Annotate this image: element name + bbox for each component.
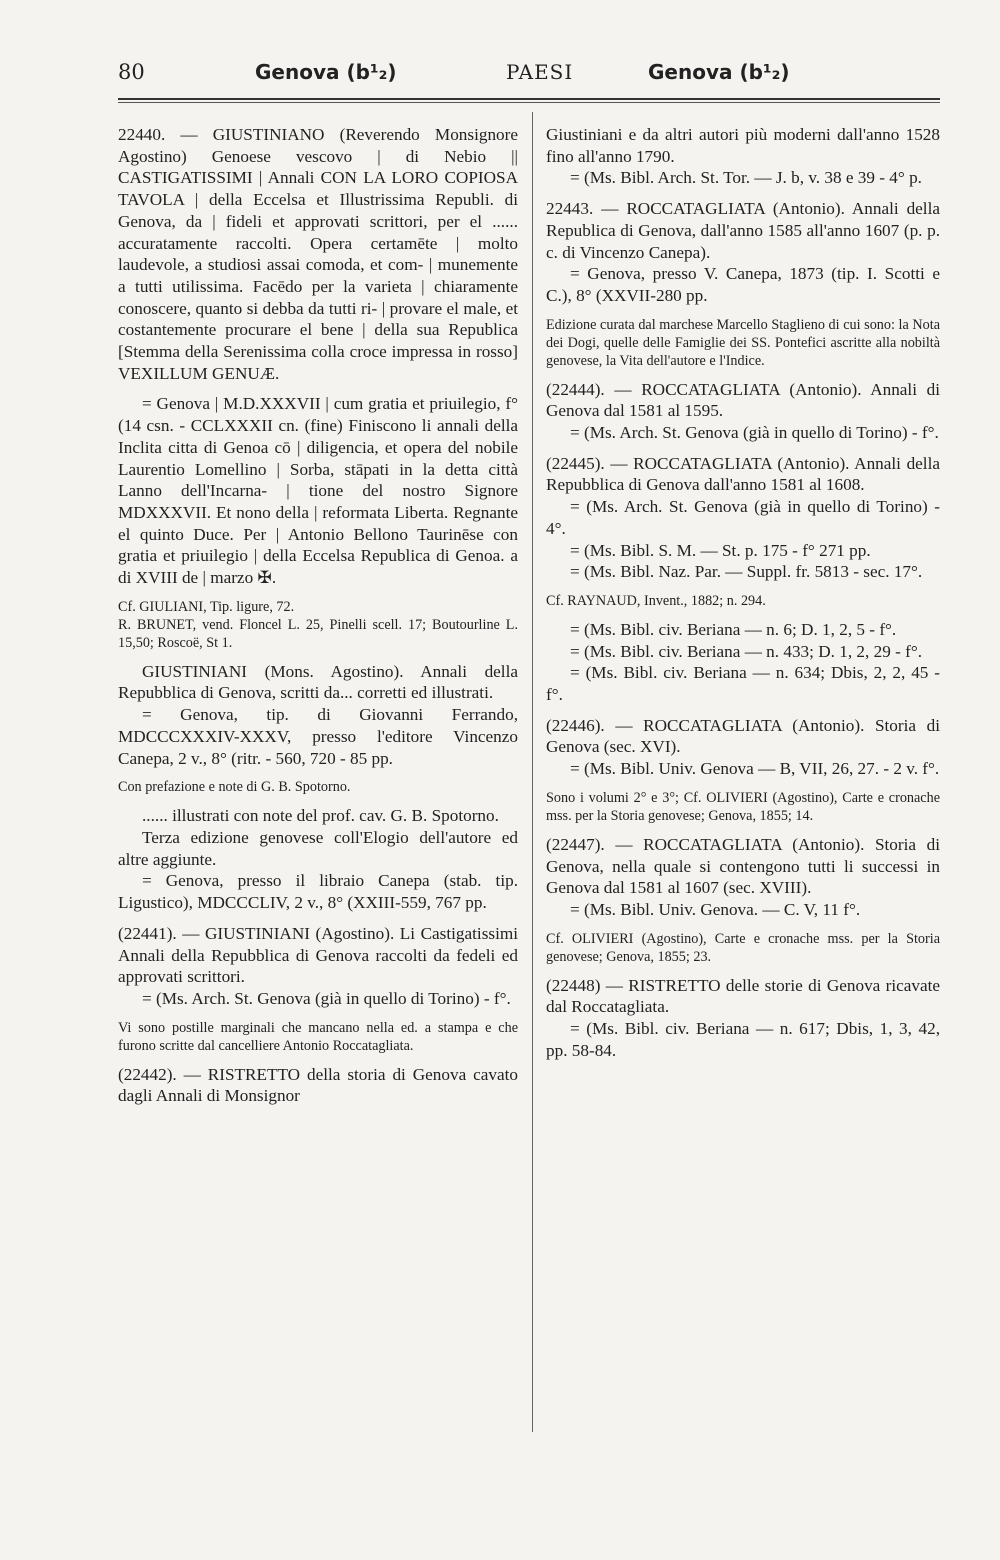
entry-paragraph: = Genova, presso il libraio Canepa (stab. tip. Ligustico), MDCCCLIV, 2 v., 8° (XXIII-559, 767 pp. <box>118 871 518 913</box>
entry-paragraph: Con prefazione e note di G. B. Spotorno. <box>118 779 351 796</box>
page-number: 80 <box>118 60 145 84</box>
entry-paragraph: (22448) — RISTRETTO delle storie di Genova ricavate dal Roccatagliata. <box>546 975 940 1017</box>
entry-paragraph: (22442). — RISTRETTO della storia di Genova cavato dagli Annali di Monsignor <box>118 1064 518 1106</box>
entry-paragraph: Cf. GIULIANI, Tip. ligure, 72. <box>118 598 295 615</box>
left-column <box>118 124 518 1116</box>
entry-paragraph: = (Ms. Bibl. Univ. Genova. — C. V, 11 f°. <box>570 899 861 919</box>
entry-paragraph: Sono i volumi 2° e 3°; Cf. OLIVIERI (Agostino), Carte e cronache mss. per la Storia genovese; Genova, 1855; 14. <box>546 789 940 824</box>
header-rule-thin <box>118 102 940 103</box>
entry-paragraph: = (Ms. Bibl. Naz. Par. — Suppl. fr. 5813 - sec. 17°. <box>570 562 923 582</box>
entry-paragraph: GIUSTINIANI (Mons. Agostino). Annali della Repubblica di Genova, scritti da... corretti ed illustrati. <box>118 661 518 703</box>
entry-paragraph: Terza edizione genovese coll'Elogio dell'autore ed altre aggiunte. <box>118 827 518 869</box>
header-rule <box>118 98 940 100</box>
entry-paragraph: (22445). — ROCCATAGLIATA (Antonio). Annali della Repubblica di Genova dall'anno 1581 al 1608. <box>546 453 940 495</box>
entry-paragraph: ...... illustrati con note del prof. cav. G. B. Spotorno. <box>142 806 499 826</box>
entry-paragraph: = (Ms. Bibl. civ. Beriana — n. 617; Dbis, 1, 3, 42, pp. 58-84. <box>546 1019 940 1060</box>
entry-paragraph: = (Ms. Arch. St. Genova (già in quello di Torino) - f°. <box>570 423 939 443</box>
entry-paragraph: = (Ms. Bibl. civ. Beriana — n. 6; D. 1, 2, 5 - f°. <box>570 619 897 639</box>
entry-paragraph: = (Ms. Bibl. civ. Beriana — n. 634; Dbis, 2, 2, 45 - f°. <box>546 663 940 705</box>
entry-paragraph: = (Ms. Bibl. Arch. St. Tor. — J. b, v. 38 e 39 - 4° p. <box>570 168 922 188</box>
entry-paragraph: = (Ms. Bibl. Univ. Genova — B, VII, 26, 27. - 2 v. f°. <box>570 759 940 779</box>
entry-paragraph: 22443. — ROCCATAGLIATA (Antonio). Annali della Republica di Genova, dall'anno 1585 all'anno 1607 (p. p. c. di Vincenzo Canepa). <box>546 199 940 262</box>
entry-paragraph: Giustiniani e da altri autori più moderni dall'anno 1528 fino all'anno 1790. <box>546 125 940 166</box>
entry-paragraph: Vi sono postille marginali che mancano nella ed. a stampa e che furono scritte dal cancelliere Antonio Roccatagliata. <box>118 1019 518 1054</box>
entry-paragraph: (22441). — GIUSTINIANI (Agostino). Li Castigatissimi Annali della Repubblica di Genova raccolti da fedeli ed approvati scrittori. <box>118 923 518 987</box>
entry-paragraph: = (Ms. Bibl. civ. Beriana — n. 433; D. 1, 2, 29 - f°. <box>570 641 922 661</box>
right-column <box>546 124 940 1071</box>
entry-paragraph: = (Ms. Bibl. S. M. — St. p. 175 - f° 271 pp. <box>570 540 871 560</box>
header-left-title: Genova (b¹₂) <box>255 60 397 84</box>
entry-paragraph: R. BRUNET, vend. Floncel L. 25, Pinelli scell. 17; Boutourline L. 15,50; Roscoë, St 1. <box>118 616 518 651</box>
entry-paragraph: = Genova | M.D.XXXVII | cum gratia et priuilegio, f° (14 csn. - CCLXXXII cn. (fine) Finiscono li annali della Inclita citta di Genoa cō | diligencia, et opera del nobile Laurentio Lomellino | Sorba, stāpati in la detta città Lanno dell'Incarna- | tione del nostro Signore MDXXXVII. Et nono della | reformata Liberta. Regnante el quinto Duce. Per | Antonio Bellono Taurinēse con gratia et priuilegio | della Eccelsa Republica di Genoa. a di XVIII de | marzo ✠. <box>118 394 518 588</box>
header-center-title: PAESI <box>506 60 574 84</box>
entry-paragraph: = Genova, presso V. Canepa, 1873 (tip. I. Scotti e C.), 8° (XXVII-280 pp. <box>546 264 940 305</box>
entry-paragraph: Cf. OLIVIERI (Agostino), Carte e cronache mss. per la Storia genovese; Genova, 1855; 23. <box>546 930 940 965</box>
entry-paragraph: (22446). — ROCCATAGLIATA (Antonio). Storia di Genova (sec. XVI). <box>546 715 940 757</box>
entry-paragraph: 22440. — GIUSTINIANO (Reverendo Monsignore Agostino) Genoese vescovo | di Nebio || CASTIGATISSIMI | Annali CON LA LORO COPIOSA TAVOLA | della Eccelsa et Illustrissima Republi. di Genova, da | fideli et approvati scrittori, per el ...... accuratamente raccolti. Opera certamēte | molto laudevole, a studiosi assai comoda, et com- | munemente a tutti utilissima. Facēdo per la varieta | chiaramente conoscere, quanto si debba da tutti ri- | provare el male, et costantemente procurare el bene | della sua Republica [Stemma della Serenissima colla croce impressa in rosso] VEXILLUM GENUÆ. <box>118 125 518 383</box>
header-right-title: Genova (b¹₂) <box>648 60 790 84</box>
entry-paragraph: = Genova, tip. di Giovanni Ferrando, MDCCCXXXIV-XXXV, presso l'editore Vincenzo Canepa, 2 v., 8° (ritr. - 560, 720 - 85 pp. <box>118 705 518 768</box>
entry-paragraph: = (Ms. Arch. St. Genova (già in quello di Torino) - f°. <box>142 988 511 1008</box>
entry-paragraph: = (Ms. Arch. St. Genova (già in quello di Torino) - 4°. <box>546 497 940 538</box>
entry-paragraph: Edizione curata dal marchese Marcello Staglieno di cui sono: la Nota dei Dogi, quelle delle Famiglie dei SS. Pontefici ascritte alla nobiltà genovese, la Vita dell'autore e l'Indice. <box>546 316 940 369</box>
running-header <box>118 60 940 92</box>
entry-paragraph: Cf. RAYNAUD, Invent., 1882; n. 294. <box>546 592 766 609</box>
column-divider <box>532 112 533 1432</box>
entry-paragraph: (22447). — ROCCATAGLIATA (Antonio). Storia di Genova, nella quale si contengono tutti li successi in Genova dal 1581 al 1607 (sec. XVIII). <box>546 834 940 898</box>
entry-paragraph: (22444). — ROCCATAGLIATA (Antonio). Annali di Genova dal 1581 al 1595. <box>546 379 940 421</box>
